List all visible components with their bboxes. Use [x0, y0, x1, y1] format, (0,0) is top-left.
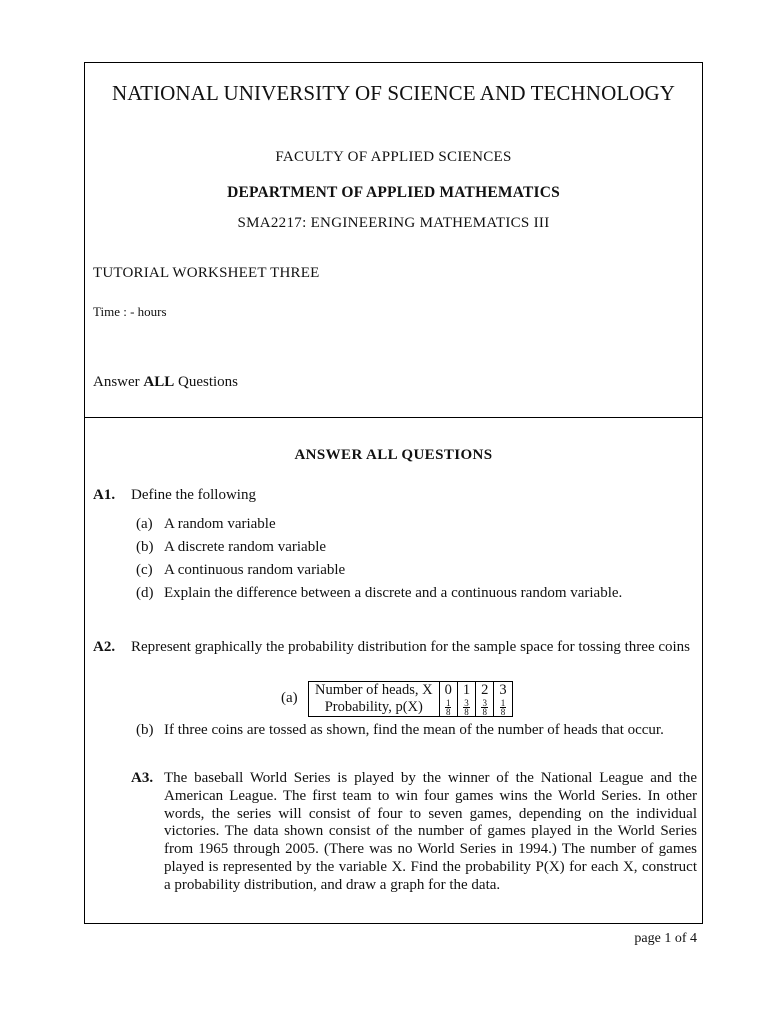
a1-item-text: Explain the difference between a discrete and a continuous random variable. — [164, 585, 623, 601]
question-text-a3: The baseball World Series is played by the winner of the National League and the American League. The first team to win four games wins the World Series. In other words, the series will consist of four to seven games, depending on the individual victories. The data shown consist of the number of games played in the World Series from 1965 through 2005. (There was no World Series in 1994.) The number of games played is represented by the variable X. Find the probability P(X) for each X, construct a probability distribution, and draw a graph for the data. — [164, 770, 697, 893]
frac-denominator: 8 — [482, 707, 487, 718]
probability-cell — [457, 699, 475, 717]
table-row — [309, 699, 513, 717]
table-row — [309, 682, 513, 700]
x-value-cell: 1 — [457, 682, 475, 700]
row-header-heads: Number of heads, X — [309, 682, 440, 700]
a1-item-text: A continuous random variable — [164, 562, 346, 578]
frac-numerator: 1 — [500, 698, 506, 709]
department-title: DEPARTMENT OF APPLIED MATHEMATICS — [227, 184, 560, 201]
time-allowed: Time : - hours — [93, 304, 167, 319]
section-heading: ANSWER ALL QUESTIONS — [294, 447, 493, 463]
question-number-a1: A1. — [93, 487, 116, 503]
a1-item-label: (b) — [136, 539, 154, 555]
frac-numerator: 1 — [445, 698, 451, 709]
answer-bold: ALL — [143, 374, 175, 390]
frac-numerator: 3 — [464, 698, 469, 709]
frac-denominator: 8 — [500, 707, 506, 718]
a2-sub-b-text: If three coins are tossed as shown, find the mean of the number of heads that occur. — [164, 722, 664, 738]
section-divider — [84, 417, 703, 418]
frac-numerator: 3 — [482, 698, 487, 709]
x-value-cell: 3 — [494, 682, 512, 700]
answer-prefix: Answer — [93, 374, 140, 390]
question-number-a3: A3. — [131, 770, 154, 786]
a1-item-label: (a) — [136, 516, 153, 532]
a2-sub-b-label: (b) — [136, 722, 154, 738]
probability-cell — [476, 699, 494, 717]
probability-table — [308, 681, 513, 717]
page-number: page 1 of 4 — [634, 931, 697, 946]
x-value-cell: 2 — [476, 682, 494, 700]
row-header-probability: Probability, p(X) — [309, 699, 440, 717]
frac-denominator: 8 — [445, 707, 451, 718]
question-text-a1: Define the following — [131, 487, 256, 503]
a2-sub-a-label: (a) — [281, 690, 298, 706]
a1-item-text: A discrete random variable — [164, 539, 327, 555]
worksheet-title: TUTORIAL WORKSHEET THREE — [93, 265, 320, 281]
x-value-cell: 0 — [439, 682, 457, 700]
frac-denominator: 8 — [464, 707, 469, 718]
question-text-a2: Represent graphically the probability distribution for the sample space for tossing three coins — [131, 639, 691, 655]
course-title: SMA2217: ENGINEERING MATHEMATICS III — [237, 215, 550, 231]
faculty-title: FACULTY OF APPLIED SCIENCES — [275, 149, 512, 165]
probability-cell — [439, 699, 457, 717]
a1-item-label: (d) — [136, 585, 154, 601]
a1-item-text: A random variable — [164, 516, 276, 532]
answer-suffix: Questions — [178, 374, 238, 390]
question-number-a2: A2. — [93, 639, 116, 655]
a1-item-label: (c) — [136, 562, 153, 578]
university-title: NATIONAL UNIVERSITY OF SCIENCE AND TECHNOLOGY — [111, 81, 676, 105]
answer-instruction — [93, 374, 238, 391]
probability-cell — [494, 699, 512, 717]
